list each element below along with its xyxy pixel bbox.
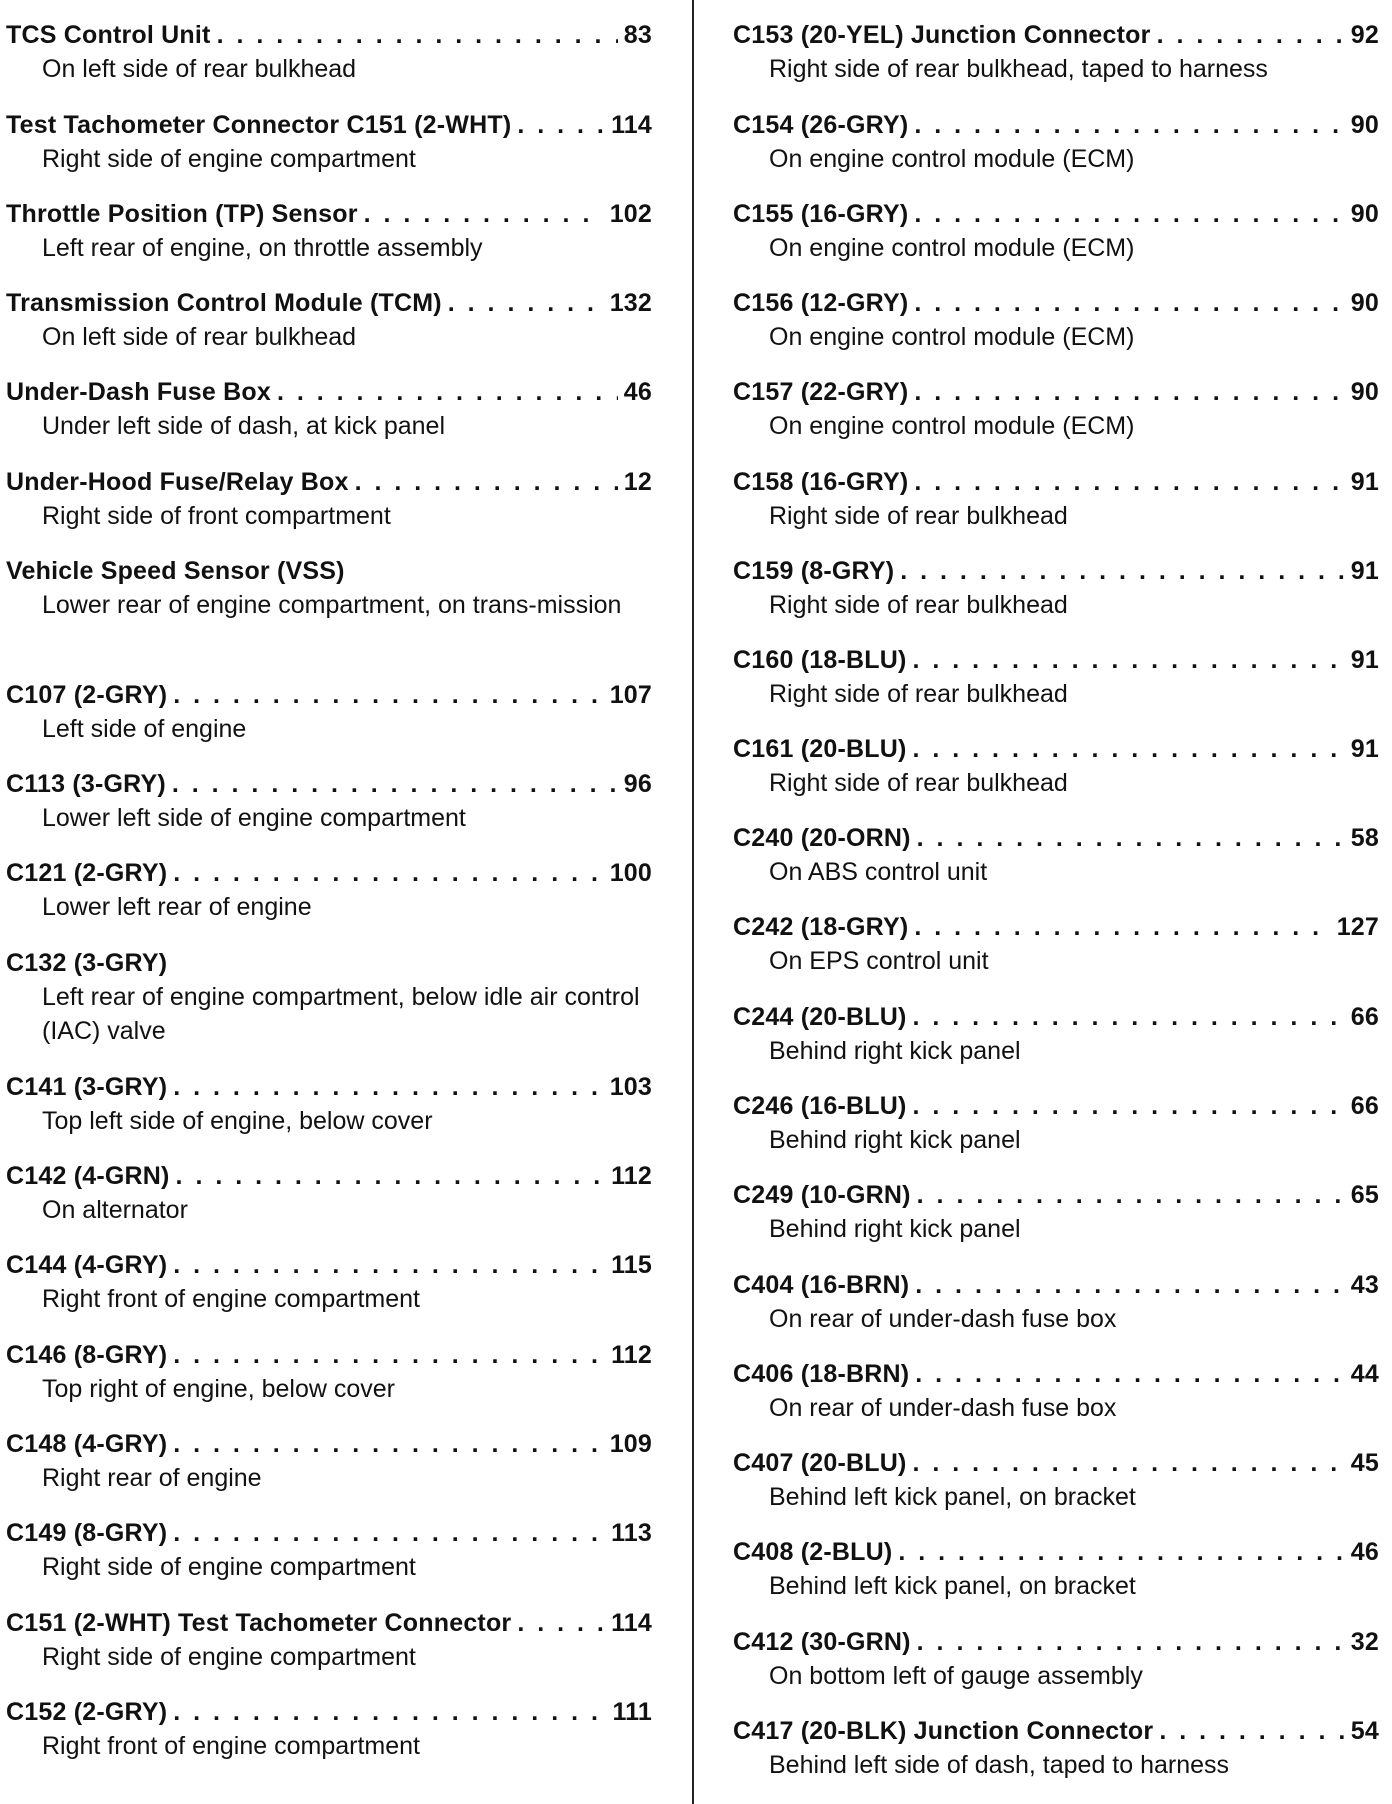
entry-page-number: 109	[609, 1430, 652, 1458]
dot-leader	[912, 643, 1344, 677]
entry-title-row	[733, 910, 1379, 944]
entry-title: Throttle Position (TP) Sensor	[6, 200, 358, 228]
entry-location: Left side of engine	[42, 715, 247, 743]
entry-page-number: 32	[1350, 1628, 1379, 1656]
index-entry	[6, 767, 652, 835]
entry-title-row	[733, 1446, 1379, 1480]
entry-page-number: 46	[623, 378, 652, 406]
dot-leader	[914, 108, 1344, 142]
entry-title: C148 (4-GRY)	[6, 1430, 168, 1458]
dot-leader	[172, 767, 618, 801]
entry-title: Under-Dash Fuse Box	[6, 378, 271, 406]
index-entry	[733, 1000, 1379, 1068]
entry-page-number: 114	[611, 1609, 652, 1637]
entry-page-number: 91	[1350, 468, 1379, 496]
entry-title: C155 (16-GRY)	[733, 200, 909, 228]
dot-leader	[173, 1070, 603, 1104]
dot-leader	[173, 1695, 606, 1729]
dot-leader	[176, 1159, 606, 1193]
entry-location: Behind right kick panel	[769, 1126, 1021, 1154]
entry-page-number: 12	[623, 468, 652, 496]
index-entry	[733, 18, 1379, 86]
entry-title: C113 (3-GRY)	[6, 770, 166, 798]
dot-leader	[917, 821, 1345, 855]
dot-leader	[912, 732, 1344, 766]
index-entry	[6, 946, 652, 1048]
index-entry	[6, 1159, 652, 1227]
entry-page-number: 66	[1350, 1092, 1379, 1120]
entry-page-number: 113	[611, 1519, 652, 1547]
entry-location: Right side of rear bulkhead	[769, 769, 1068, 797]
dot-leader	[1159, 1714, 1344, 1748]
dot-leader	[355, 465, 618, 499]
entry-title: C121 (2-GRY)	[6, 859, 168, 887]
entry-location: Behind left kick panel, on bracket	[769, 1572, 1136, 1600]
dot-leader	[517, 108, 605, 142]
entry-title: C157 (22-GRY)	[733, 378, 909, 406]
entry-title-row	[6, 1695, 652, 1729]
dot-leader	[277, 375, 618, 409]
entry-title: Transmission Control Module (TCM)	[6, 289, 442, 317]
entry-title-row	[733, 197, 1379, 231]
dot-leader	[173, 856, 603, 890]
entry-title-row	[6, 1516, 652, 1550]
entry-location: Right side of rear bulkhead	[769, 680, 1068, 708]
index-entry	[6, 1606, 652, 1674]
entry-title: C407 (20-BLU)	[733, 1449, 907, 1477]
entry-page-number: 114	[611, 111, 652, 139]
entry-title-row	[733, 554, 1379, 588]
entry-title-row	[733, 18, 1379, 52]
entry-location: Behind right kick panel	[769, 1037, 1021, 1065]
index-entry	[733, 910, 1379, 978]
entry-page-number: 132	[609, 289, 652, 317]
entry-page-number: 58	[1350, 824, 1379, 852]
entry-title: C151 (2-WHT) Test Tachometer Connector	[6, 1609, 512, 1637]
index-entry	[733, 1178, 1379, 1246]
entry-title-row	[6, 1159, 652, 1193]
index-entry	[733, 1089, 1379, 1157]
entry-title-row	[6, 286, 652, 320]
entry-page-number: 91	[1350, 646, 1379, 674]
entry-page-number: 44	[1350, 1360, 1379, 1388]
entry-title: C240 (20-ORN)	[733, 824, 911, 852]
entry-title-row	[733, 643, 1379, 677]
entry-location: On EPS control unit	[769, 947, 989, 975]
entry-location: On alternator	[42, 1196, 188, 1224]
entry-location: On engine control module (ECM)	[769, 145, 1135, 173]
dot-leader	[915, 1268, 1345, 1302]
index-entry	[733, 1714, 1379, 1782]
index-entry	[6, 108, 652, 176]
entry-title: C146 (8-GRY)	[6, 1341, 168, 1369]
entry-title: C408 (2-BLU)	[733, 1538, 893, 1566]
entry-page-number: 115	[611, 1251, 652, 1279]
index-entry	[733, 554, 1379, 622]
entry-page-number: 100	[609, 859, 652, 887]
entry-page-number: 91	[1350, 557, 1379, 585]
entry-title-row	[6, 197, 652, 231]
index-entry	[733, 821, 1379, 889]
index-entry	[733, 465, 1379, 533]
index-entry	[733, 1535, 1379, 1603]
entry-location: Right front of engine compartment	[42, 1732, 420, 1760]
entry-title-row	[6, 678, 652, 712]
index-entry	[6, 197, 652, 265]
entry-location: Behind left side of dash, taped to harness	[769, 1751, 1230, 1779]
dot-leader	[914, 910, 1330, 944]
entry-location: On engine control module (ECM)	[769, 412, 1135, 440]
entry-title: C246 (16-BLU)	[733, 1092, 907, 1120]
entry-location: On engine control module (ECM)	[769, 323, 1135, 351]
entry-title-row	[733, 465, 1379, 499]
dot-leader	[898, 1535, 1344, 1569]
dot-leader	[900, 554, 1345, 588]
index-entry	[6, 1516, 652, 1584]
dot-leader	[912, 1000, 1344, 1034]
entry-location: On rear of under-dash fuse box	[769, 1394, 1117, 1422]
index-entry	[733, 732, 1379, 800]
entry-title: TCS Control Unit	[6, 21, 211, 49]
entry-title-row	[6, 18, 652, 52]
index-entry	[733, 643, 1379, 711]
entry-title: C156 (12-GRY)	[733, 289, 909, 317]
entry-title: C158 (16-GRY)	[733, 468, 909, 496]
entry-title: C244 (20-BLU)	[733, 1003, 907, 1031]
dot-leader	[173, 1427, 603, 1461]
entry-location: Behind right kick panel	[769, 1215, 1021, 1243]
entry-location: Right front of engine compartment	[42, 1285, 420, 1313]
index-entry	[733, 375, 1379, 443]
entry-title: C107 (2-GRY)	[6, 681, 168, 709]
entry-page-number: 102	[609, 200, 652, 228]
dot-leader	[448, 286, 604, 320]
entry-page-number: 43	[1350, 1271, 1379, 1299]
index-entry	[6, 18, 652, 86]
entry-title-row	[733, 1714, 1379, 1748]
index-entry	[6, 1338, 652, 1406]
index-entry	[733, 286, 1379, 354]
entry-title-row	[733, 1268, 1379, 1302]
entry-location: Right rear of engine	[42, 1464, 262, 1492]
entry-page-number: 103	[609, 1073, 652, 1101]
entry-location: On rear of under-dash fuse box	[769, 1305, 1117, 1333]
entry-title: C417 (20-BLK) Junction Connector	[733, 1717, 1154, 1745]
dot-leader	[173, 1338, 605, 1372]
dot-leader	[914, 286, 1344, 320]
entry-location: Right side of front compartment	[42, 502, 391, 530]
entry-page-number: 65	[1350, 1181, 1379, 1209]
dot-leader	[217, 18, 618, 52]
dot-leader	[914, 465, 1344, 499]
entry-title-row	[6, 767, 652, 801]
index-entry	[733, 1446, 1379, 1514]
entry-title-row	[6, 554, 652, 588]
entry-title: C412 (30-GRN)	[733, 1628, 911, 1656]
index-entry	[6, 1248, 652, 1316]
entry-location: Lower rear of engine compartment, on trans-mission	[42, 591, 622, 619]
index-entry	[733, 197, 1379, 265]
entry-title-row	[6, 1427, 652, 1461]
index-entry	[6, 375, 652, 443]
entry-page-number: 90	[1350, 200, 1379, 228]
entry-title-row	[733, 1089, 1379, 1123]
entry-location: Lower left rear of engine	[42, 893, 312, 921]
dot-leader	[914, 375, 1344, 409]
index-entry	[6, 465, 652, 533]
dot-leader	[364, 197, 604, 231]
entry-title-row	[733, 1000, 1379, 1034]
entry-title: C153 (20-YEL) Junction Connector	[733, 21, 1151, 49]
entry-location: On left side of rear bulkhead	[42, 55, 357, 83]
dot-leader	[915, 1357, 1345, 1391]
entry-title: C159 (8-GRY)	[733, 557, 895, 585]
entry-page-number: 45	[1350, 1449, 1379, 1477]
entry-title-row	[6, 946, 652, 980]
entry-title-row	[6, 1070, 652, 1104]
dot-leader	[912, 1089, 1344, 1123]
entry-page-number: 111	[612, 1698, 652, 1726]
entry-page-number: 107	[609, 681, 652, 709]
index-entry	[733, 1357, 1379, 1425]
entry-location: Under left side of dash, at kick panel	[42, 412, 446, 440]
entry-title: C132 (3-GRY)	[6, 949, 168, 977]
entry-location: Left rear of engine compartment, below idle air control (IAC) valve	[42, 983, 640, 1045]
index-entry	[6, 286, 652, 354]
entry-title-row	[733, 1357, 1379, 1391]
dot-leader	[1157, 18, 1345, 52]
entry-location: Behind left kick panel, on bracket	[769, 1483, 1136, 1511]
entry-page-number: 112	[611, 1341, 652, 1369]
entry-title: C242 (18-GRY)	[733, 913, 909, 941]
index-entry	[733, 1268, 1379, 1336]
index-entry	[733, 108, 1379, 176]
entry-title: Under-Hood Fuse/Relay Box	[6, 468, 349, 496]
index-entry	[6, 1070, 652, 1138]
dot-leader	[173, 1516, 605, 1550]
entry-page-number: 90	[1350, 289, 1379, 317]
entry-title-row	[6, 1338, 652, 1372]
entry-title-row	[6, 856, 652, 890]
entry-title: C152 (2-GRY)	[6, 1698, 168, 1726]
entry-location: Right side of rear bulkhead	[769, 502, 1068, 530]
entry-page-number: 90	[1350, 111, 1379, 139]
index-entry	[733, 1625, 1379, 1693]
entry-title-row	[733, 1178, 1379, 1212]
index-entry	[6, 554, 652, 622]
entry-title-row	[733, 1625, 1379, 1659]
entry-title: C161 (20-BLU)	[733, 735, 907, 763]
entry-title-row	[6, 1248, 652, 1282]
index-entry	[6, 1427, 652, 1495]
entry-title: C142 (4-GRN)	[6, 1162, 170, 1190]
dot-leader	[912, 1446, 1344, 1480]
entry-title-row	[733, 108, 1379, 142]
entry-location: Right side of engine compartment	[42, 1553, 416, 1581]
entry-title: C141 (3-GRY)	[6, 1073, 168, 1101]
entry-title-row	[733, 375, 1379, 409]
entry-location: Left rear of engine, on throttle assembly	[42, 234, 483, 262]
entry-page-number: 92	[1350, 21, 1379, 49]
dot-leader	[173, 678, 603, 712]
entry-page-number: 127	[1336, 913, 1379, 941]
entry-title: C160 (18-BLU)	[733, 646, 907, 674]
index-entry	[6, 678, 652, 746]
entry-location: Top right of engine, below cover	[42, 1375, 395, 1403]
entry-title: C154 (26-GRY)	[733, 111, 909, 139]
dot-leader	[917, 1178, 1345, 1212]
entry-location: On ABS control unit	[769, 858, 988, 886]
entry-title: Vehicle Speed Sensor (VSS)	[6, 557, 345, 585]
entry-title-row	[6, 465, 652, 499]
entry-page-number: 83	[623, 21, 652, 49]
entry-title-row	[6, 1606, 652, 1640]
entry-location: Top left side of engine, below cover	[42, 1107, 433, 1135]
entry-title-row	[733, 1535, 1379, 1569]
entry-title-row	[6, 108, 652, 142]
entry-location: Right side of engine compartment	[42, 145, 416, 173]
entry-page-number: 90	[1350, 378, 1379, 406]
entry-title: C149 (8-GRY)	[6, 1519, 168, 1547]
entry-title: C144 (4-GRY)	[6, 1251, 168, 1279]
entry-title: C406 (18-BRN)	[733, 1360, 910, 1388]
entry-location: Right side of engine compartment	[42, 1643, 416, 1671]
column-divider	[692, 0, 694, 1804]
entry-location: On engine control module (ECM)	[769, 234, 1135, 262]
dot-leader	[173, 1248, 605, 1282]
entry-title-row	[733, 821, 1379, 855]
entry-location: On left side of rear bulkhead	[42, 323, 357, 351]
entry-page-number: 91	[1350, 735, 1379, 763]
entry-page-number: 96	[623, 770, 652, 798]
dot-leader	[517, 1606, 605, 1640]
entry-title: C249 (10-GRN)	[733, 1181, 911, 1209]
entry-location: Lower left side of engine compartment	[42, 804, 466, 832]
entry-page-number: 46	[1350, 1538, 1379, 1566]
entry-title-row	[733, 732, 1379, 766]
entry-page-number: 112	[611, 1162, 652, 1190]
entry-title: Test Tachometer Connector C151 (2-WHT)	[6, 111, 512, 139]
entry-page-number: 54	[1350, 1717, 1379, 1745]
index-entry	[6, 1695, 652, 1763]
index-entry	[6, 856, 652, 924]
entry-location: Right side of rear bulkhead, taped to harness	[769, 55, 1268, 83]
entry-title-row	[6, 375, 652, 409]
entry-page-number: 66	[1350, 1003, 1379, 1031]
dot-leader	[917, 1625, 1345, 1659]
entry-location: Right side of rear bulkhead	[769, 591, 1068, 619]
dot-leader	[914, 197, 1344, 231]
entry-title-row	[733, 286, 1379, 320]
entry-title: C404 (16-BRN)	[733, 1271, 910, 1299]
entry-location: On bottom left of gauge assembly	[769, 1662, 1143, 1690]
